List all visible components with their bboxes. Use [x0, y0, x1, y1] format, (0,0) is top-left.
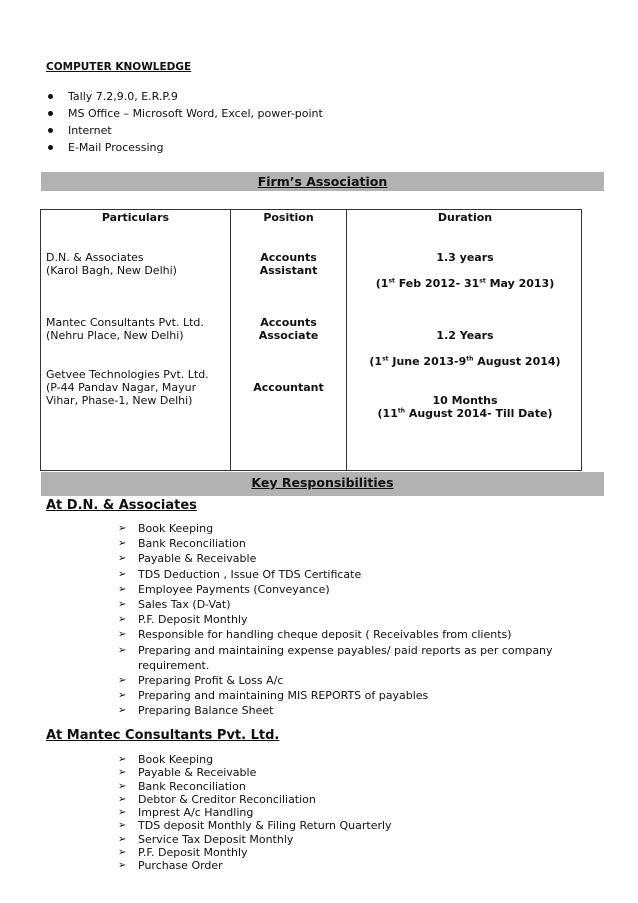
- list-item: ➢ Payable & Receivable: [118, 766, 257, 780]
- arrow-bullet-icon: ➢: [118, 833, 127, 845]
- firms-association-table: [40, 209, 582, 471]
- firms-association-bar: Firm’s Association: [41, 172, 604, 191]
- arrow-bullet-icon: ➢: [118, 675, 127, 687]
- list-item: Tally 7.2,9.0, E.R.P.9: [46, 88, 323, 105]
- list-item: MS Office – Microsoft Word, Excel, power-point: [46, 105, 323, 122]
- mantec-responsibilities-list: [118, 753, 558, 873]
- bullet-icon: [48, 94, 53, 99]
- arrow-bullet-icon: ➢: [118, 644, 127, 656]
- arrow-bullet-icon: ➢: [118, 705, 127, 717]
- firm-location: Vihar, Phase-1, New Delhi): [46, 394, 193, 407]
- list-item: ➢ Sales Tax (D-Vat): [118, 598, 231, 612]
- firm-name: Getvee Technologies Pvt. Ltd.: [46, 368, 209, 381]
- arrow-bullet-icon: ➢: [118, 860, 127, 872]
- duration-range: (1st June 2013-9th August 2014): [369, 355, 561, 368]
- header-duration: Duration: [437, 211, 493, 224]
- firm-name: D.N. & Associates: [46, 251, 144, 264]
- list-item: ➢ Debtor & Creditor Reconciliation: [118, 792, 316, 806]
- arrow-bullet-icon: ➢: [118, 807, 127, 819]
- list-item: ➢ TDS Deduction , Issue Of TDS Certificate: [118, 567, 362, 581]
- position-text: Accounts: [260, 251, 317, 264]
- arrow-bullet-icon: ➢: [118, 583, 127, 595]
- position-text: Assistant: [259, 264, 318, 277]
- arrow-bullet-icon: ➢: [118, 847, 127, 859]
- duration-years: 1.2 Years: [436, 329, 494, 342]
- key-responsibilities-bar: Key Responsibilities: [41, 472, 604, 496]
- list-item: ➢ Payable & Receivable: [118, 552, 257, 566]
- list-item: ➢ Book Keeping: [118, 522, 214, 535]
- arrow-bullet-icon: ➢: [118, 820, 127, 832]
- arrow-bullet-icon: ➢: [118, 599, 127, 611]
- list-item: ➢ Employee Payments (Conveyance): [118, 582, 330, 596]
- duration-years: 1.3 years: [436, 251, 494, 264]
- list-item: ➢ Responsible for handling cheque deposit ( Receivables from clients): [118, 628, 512, 642]
- list-item: Internet: [46, 122, 323, 139]
- bullet-icon: [48, 128, 53, 133]
- list-item: ➢ Bank Reconciliation: [118, 779, 246, 793]
- list-item: ➢ Preparing Balance Sheet: [118, 704, 274, 718]
- list-item: ➢ P.F. Deposit Monthly: [118, 613, 248, 627]
- firm-name: Mantec Consultants Pvt. Ltd.: [46, 316, 204, 329]
- arrow-bullet-icon: ➢: [118, 538, 127, 550]
- list-item: ➢ Preparing and maintaining expense payables/ paid reports as per company requirement.: [118, 643, 553, 672]
- position-text: Accounts: [260, 316, 317, 329]
- position-text: Associate: [258, 329, 319, 342]
- list-item: ➢ Preparing Profit & Loss A/c: [118, 674, 284, 688]
- firm-location: (Nehru Place, New Delhi): [46, 329, 184, 342]
- dn-responsibilities-list: [118, 521, 558, 719]
- firm-location: (Karol Bagh, New Delhi): [46, 264, 177, 277]
- duration-range: (11th August 2014- Till Date): [377, 407, 553, 420]
- duration-range: (1st Feb 2012- 31st May 2013): [375, 277, 555, 290]
- list-item: ➢ Purchase Order: [118, 859, 223, 873]
- list-item: ➢ Service Tax Deposit Monthly: [118, 832, 294, 846]
- arrow-bullet-icon: ➢: [118, 754, 127, 765]
- dn-associates-heading: At D.N. & Associates: [46, 498, 197, 513]
- header-particulars: Particulars: [101, 211, 170, 224]
- position-text: Accountant: [253, 381, 324, 394]
- list-item: E-Mail Processing: [46, 139, 323, 156]
- arrow-bullet-icon: ➢: [118, 780, 127, 792]
- header-position: Position: [263, 211, 314, 224]
- arrow-bullet-icon: ➢: [118, 523, 127, 534]
- arrow-bullet-icon: ➢: [118, 614, 127, 626]
- list-item: ➢ Preparing and maintaining MIS REPORTS of payables: [118, 689, 429, 703]
- arrow-bullet-icon: ➢: [118, 629, 127, 641]
- list-item: ➢ Imprest A/c Handling: [118, 806, 254, 820]
- bullet-icon: [48, 111, 53, 116]
- list-item: ➢ Bank Reconciliation: [118, 537, 246, 551]
- arrow-bullet-icon: ➢: [118, 690, 127, 702]
- computer-knowledge-list: [46, 88, 323, 156]
- list-item: ➢ Book Keeping: [118, 753, 214, 766]
- arrow-bullet-icon: ➢: [118, 793, 127, 805]
- arrow-bullet-icon: ➢: [118, 767, 127, 779]
- computer-knowledge-heading: COMPUTER KNOWLEDGE: [46, 61, 192, 73]
- list-item: ➢ P.F. Deposit Monthly: [118, 846, 248, 860]
- bullet-icon: [48, 145, 53, 150]
- list-item: ➢ TDS deposit Monthly & Filing Return Quarterly: [118, 819, 392, 833]
- arrow-bullet-icon: ➢: [118, 568, 127, 580]
- firm-location: (P-44 Pandav Nagar, Mayur: [46, 381, 197, 394]
- arrow-bullet-icon: ➢: [118, 553, 127, 565]
- duration-years: 10 Months: [432, 394, 498, 407]
- mantec-heading: At Mantec Consultants Pvt. Ltd.: [46, 728, 280, 743]
